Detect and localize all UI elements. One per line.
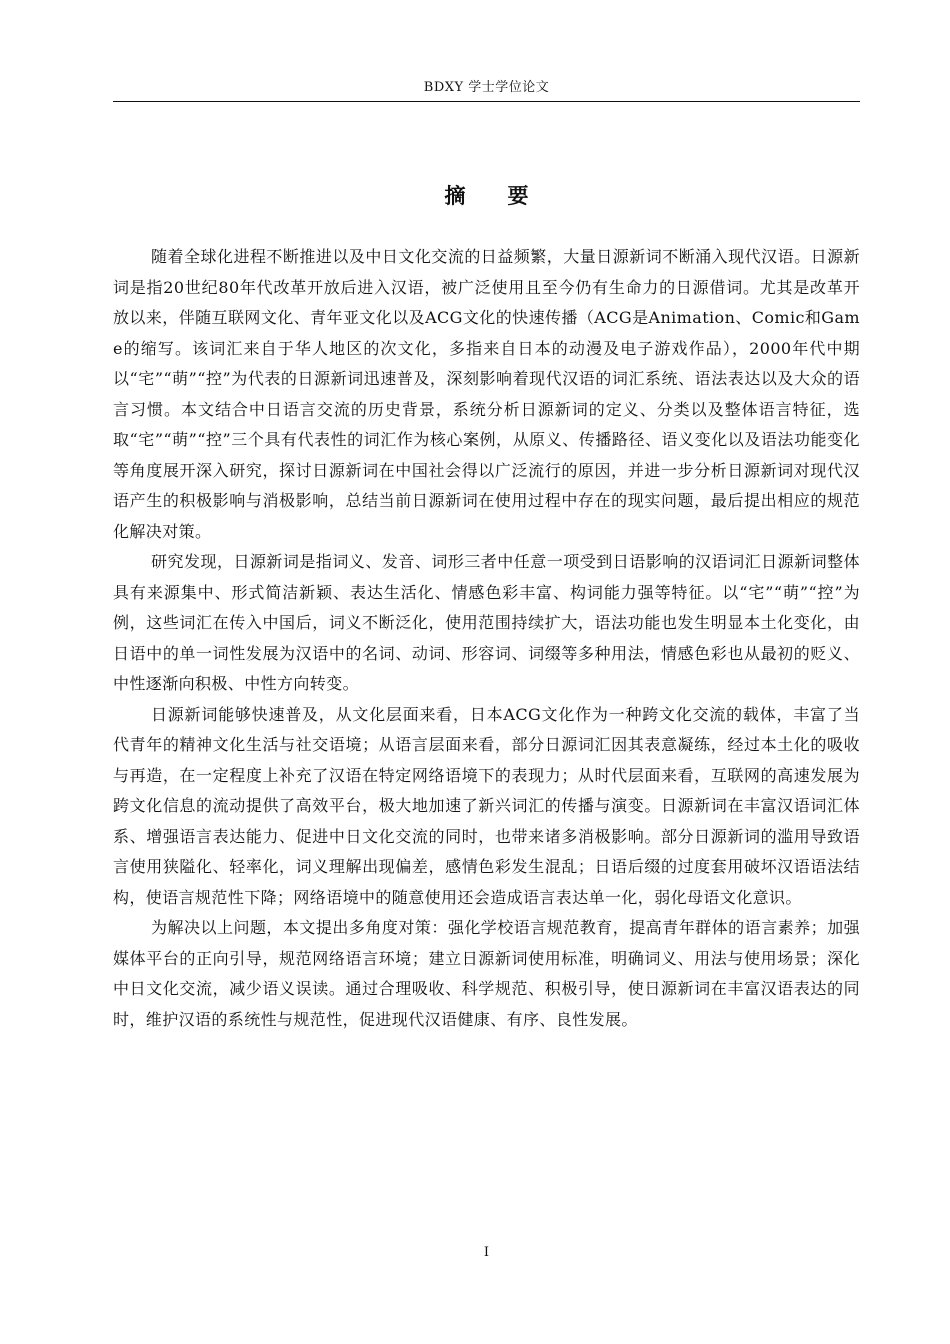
abstract-paragraph-3: 日源新词能够快速普及，从文化层面来看，日本ACG文化作为一种跨文化交流的载体，丰富了当代青年的精神文化生活与社交语境；从语言层面来看，部分日源词汇因其表意凝练，经过本土化的吸收与再造，在一定程度上补充了汉语在特定网络语境下的表现力；从时代层面来看，互联网的高速发展为跨文化信息的流动提供了高效平台，极大地加速了新兴词汇的传播与演变。日源新词在丰富汉语词汇体系、增强语言表达能力、促进中日文化交流的同时，也带来诸多消极影响。部分日源新词的滥用导致语言使用狭隘化、轻率化，词义理解出现偏差，感情色彩发生混乱；日语后缀的过度套用破坏汉语语法结构，使语言规范性下降；网络语境中的随意使用还会造成语言表达单一化，弱化母语文化意识。 xyxy=(113,704,860,907)
abstract-paragraph-1: 随着全球化进程不断推进以及中日文化交流的日益频繁，大量日源新词不断涌入现代汉语。日源新词是指20世纪80年代改革开放后进入汉语，被广泛使用且至今仍有生命力的日源借词。尤其是改革开放以来，伴随互联网文化、青年亚文化以及ACG文化的快速传播（ACG是Animation、Comic和Game的缩写。该词汇来自于华人地区的次文化，多指来自日本的动漫及电子游戏作品），2000年代中期以“宅”“萌”“控”为代表的日源新词迅速普及，深刻影响着现代汉语的词汇系统、语法表达以及大众的语言习惯。本文结合中日语言交流的历史背景，系统分析日源新词的定义、分类以及整体语言特征，选取“宅”“萌”“控”三个具有代表性的词汇作为核心案例，从原义、传播路径、语义变化以及语法功能变化等角度展开深入研究，探讨日源新词在中国社会得以广泛流行的原因，并进一步分析日源新词对现代汉语产生的积极影响与消极影响，总结当前日源新词在使用过程中存在的现实问题，最后提出相应的规范化解决对策。 xyxy=(113,247,860,541)
abstract-title: 摘要 xyxy=(444,183,571,208)
page-number: I xyxy=(483,1245,490,1260)
abstract-paragraph-2: 研究发现，日源新词是指词义、发音、词形三者中任意一项受到日语影响的汉语词汇日源新词整体具有来源集中、形式简洁新颖、表达生活化、情感色彩丰富、构词能力强等特征。以“宅”“萌”“控”为例，这些词汇在传入中国后，词义不断泛化，使用范围持续扩大，语法功能也发生明显本土化变化，由日语中的单一词性发展为汉语中的名词、动词、形容词、词缀等多种用法，情感色彩也从最初的贬义、中性逐渐向积极、中性方向转变。 xyxy=(113,552,860,693)
header-divider xyxy=(113,101,860,102)
abstract-body xyxy=(113,242,860,1035)
running-header: BDXY 学士学位论文 xyxy=(423,80,550,95)
abstract-paragraph-4: 为解决以上问题，本文提出多角度对策：强化学校语言规范教育，提高青年群体的语言素养；加强媒体平台的正向引导，规范网络语言环境；建立日源新词使用标准，明确词义、用法与使用场景；深化中日文化交流，减少语义误读。通过合理吸收、科学规范、积极引导，使日源新词在丰富汉语表达的同时，维护汉语的系统性与规范性，促进现代汉语健康、有序、良性发展。 xyxy=(113,918,860,1029)
